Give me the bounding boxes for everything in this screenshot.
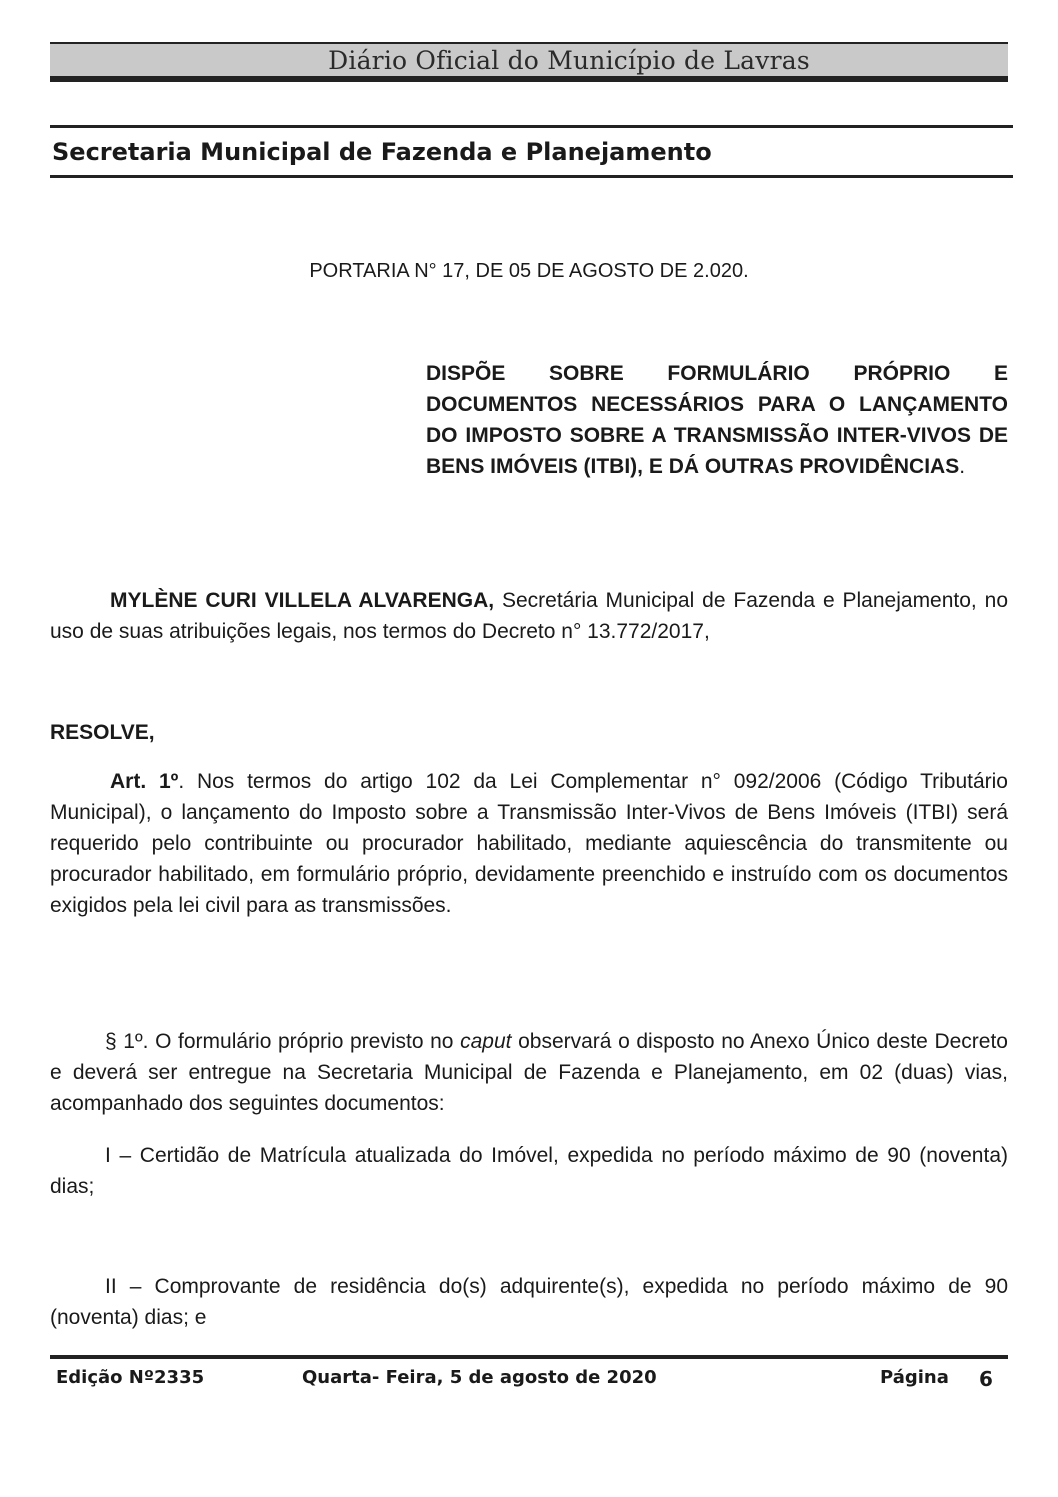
article-1-label: Art. 1º: [110, 770, 179, 793]
footer-page-number: 6: [979, 1367, 993, 1391]
footer-page-label: Página: [880, 1367, 949, 1388]
ementa-text: DISPÕE SOBRE FORMULÁRIO PRÓPRIO E DOCUMENTOS NECESSÁRIOS PARA O LANÇAMENTO DO IMPOSTO SOBRE A TRANSMISSÃO INTER-VIVOS DE BENS IMÓVEIS (ITBI), E DÁ OUTRAS PROVIDÊNCIAS: [426, 362, 1008, 478]
footer-date: Quarta- Feira, 5 de agosto de 2020: [302, 1367, 657, 1388]
portaria-title: PORTARIA N° 17, DE 05 DE AGOSTO DE 2.020.: [309, 260, 749, 282]
footer-edition: Edição Nº2335: [56, 1367, 205, 1388]
article-1-text: . Nos termos do artigo 102 da Lei Complementar n° 092/2006 (Código Tributário Municipal), o lançamento do Imposto sobre a Transmissão Inter-Vivos de Bens Imóveis (ITBI) será requerido pelo contribuinte ou procurador habilitado, mediante aquiescência do transmitente ou procurador habilitado, em formulário próprio, devidamente preenchido e instruído com os documentos exigidos pela lei civil para as transmissões.: [50, 770, 1008, 917]
masthead: [50, 42, 1008, 82]
paragraph-1-before: § 1º. O formulário próprio previsto no: [105, 1030, 461, 1053]
inciso-2: II – Comprovante de residência do(s) adquirente(s), expedida no período máximo de 90 (noventa) dias; e: [50, 1275, 1008, 1329]
ementa-end: .: [959, 455, 966, 478]
preamble-text: Secretária Municipal de Fazenda e Planejamento, no uso de suas atribuições legais, nos termos do Decreto n° 13.772/2017,: [50, 589, 1008, 643]
masthead-title: Diário Oficial do Município de Lavras: [328, 45, 810, 75]
page-footer: [50, 1355, 1008, 1393]
section-title: Secretaria Municipal de Fazenda e Planejamento: [52, 137, 712, 166]
resolve-heading: RESOLVE,: [50, 721, 155, 744]
preamble-paragraph: [50, 585, 1008, 647]
secretary-name: MYLÈNE CURI VILLELA ALVARENGA,: [110, 589, 495, 612]
paragraph-1-caput: caput: [460, 1030, 512, 1053]
paragraph-1-after: observará o disposto no Anexo Único deste Decreto e deverá ser entregue na Secretaria Municipal de Fazenda e Planejamento, em 02 (duas) vias, acompanhado dos seguintes documentos:: [50, 1030, 1008, 1115]
section-header: [50, 125, 1013, 178]
article-1: [50, 766, 1008, 921]
inciso-1: I – Certidão de Matrícula atualizada do Imóvel, expedida no período máximo de 90 (noventa) dias;: [50, 1144, 1008, 1198]
paragraph-1: [50, 1026, 1008, 1119]
ementa: [426, 358, 1008, 482]
